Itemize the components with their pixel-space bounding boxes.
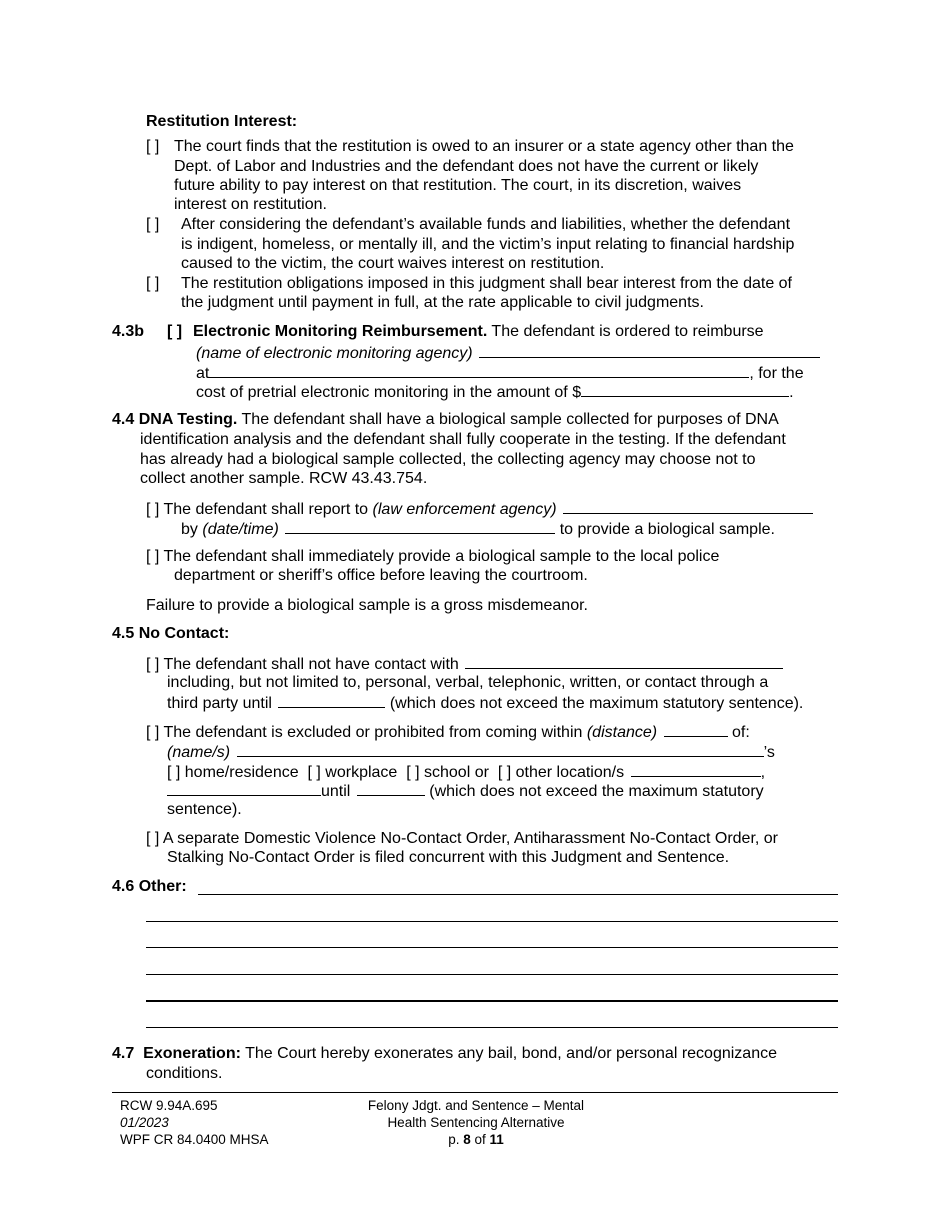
no-contact-label: [ ] The defendant shall not have contact with	[146, 656, 459, 673]
section-4-4-line-4: collect another sample. RCW 43.43.754.	[140, 470, 428, 487]
dna-report-label: [ ] The defendant shall report to	[146, 501, 369, 518]
restitution-option-2-line-2: is indigent, homeless, or mentally ill, and the victim’s input relating to financial hardship	[181, 236, 795, 253]
comma: ,	[760, 764, 766, 781]
until-label: until	[321, 783, 351, 800]
dna-provide-label: to provide a biological sample.	[559, 521, 775, 538]
for-the-label: , for the	[749, 365, 804, 382]
exclusion-option-line-5: sentence).	[167, 801, 242, 818]
other-line-6[interactable]	[146, 1027, 838, 1028]
monitoring-amount-blank[interactable]	[581, 381, 789, 397]
date-time-blank[interactable]	[285, 518, 555, 534]
section-4-7-number: 4.7	[112, 1045, 135, 1062]
monitoring-cost-label: cost of pretrial electronic monitoring in the amount of $	[196, 384, 582, 401]
footer-title-line-1: Felony Jdgt. and Sentence – Mental	[367, 1098, 585, 1113]
restitution-option-1-line-1: The court finds that the restitution is owed to an insurer or a state agency other than the	[174, 138, 794, 155]
section-4-3b-line-3	[196, 362, 804, 383]
other-line-3[interactable]	[146, 947, 838, 948]
possessive-label: ’s	[763, 744, 775, 761]
section-4-7-line-2: conditions.	[146, 1065, 223, 1082]
exclusion-until-blank[interactable]	[357, 780, 425, 796]
dna-option-1-line-2	[181, 518, 775, 539]
other-location-blank-2[interactable]	[167, 780, 321, 796]
other-line-2[interactable]	[146, 921, 838, 922]
section-4-3b-number: 4.3b	[112, 323, 145, 340]
other-location-checkbox[interactable]: [ ] other location/s	[497, 764, 625, 781]
dna-option-2-line-1[interactable]: [ ] The defendant shall immediately provide a biological sample to the local police	[146, 548, 720, 565]
restitution-option-1-line-4: interest on restitution.	[174, 196, 327, 213]
section-4-3b-checkbox[interactable]: [ ]	[167, 323, 183, 340]
exclusion-label: [ ] The defendant is excluded or prohibited from coming within	[146, 724, 583, 741]
separate-order-option-line-1[interactable]: [ ] A separate Domestic Violence No-Contact Order, Antiharassment No-Contact Order, or	[146, 830, 778, 847]
page-prefix: p.	[448, 1132, 460, 1147]
footer-page-number	[366, 1131, 586, 1148]
dna-option-1-line-1[interactable]	[146, 498, 813, 519]
section-4-7-title: Exoneration:	[143, 1045, 241, 1062]
restitution-option-3-line-1: The restitution obligations imposed in this judgment shall bear interest from the date of	[181, 275, 792, 292]
section-4-3b-text: The defendant is ordered to reimburse	[491, 323, 764, 340]
restitution-checkbox-1[interactable]: [ ]	[146, 138, 160, 155]
no-contact-option-1-line-3	[167, 692, 803, 713]
names-label: (name/s)	[167, 744, 231, 761]
restitution-option-1-line-2: Dept. of Labor and Industries and the defendant does not have the current or likely	[174, 158, 759, 175]
no-contact-option-1-line-2: including, but not limited to, personal, verbal, telephonic, written, or contact through a	[167, 674, 769, 691]
other-line-5[interactable]	[146, 1000, 838, 1002]
other-line-1[interactable]	[198, 894, 838, 895]
date-time-label: (date/time)	[202, 521, 279, 538]
footer-date: 01/2023	[120, 1115, 169, 1130]
dna-option-2-line-2: department or sheriff’s office before leaving the courtroom.	[174, 567, 588, 584]
period: .	[789, 384, 794, 401]
dna-failure-note: Failure to provide a biological sample is a gross misdemeanor.	[146, 597, 588, 614]
page-current: 8	[463, 1132, 471, 1147]
workplace-checkbox[interactable]: [ ] workplace	[307, 764, 398, 781]
footer-title-line-2: Health Sentencing Alternative	[387, 1115, 565, 1130]
section-4-3b-line-2	[196, 342, 820, 363]
monitoring-agency-blank[interactable]	[479, 342, 820, 358]
max-sentence-note: (which does not exceed the maximum statutory sentence).	[389, 695, 804, 712]
law-enforcement-agency-blank[interactable]	[563, 498, 813, 514]
footer-rcw: RCW 9.94A.695	[120, 1098, 218, 1113]
section-4-7-text: The Court hereby exonerates any bail, bond, and/or personal recognizance	[245, 1045, 777, 1062]
names-blank[interactable]	[237, 741, 764, 757]
section-4-5-heading: 4.5 No Contact:	[112, 625, 230, 642]
exclusion-option-line-3	[167, 761, 765, 782]
exclusion-option-line-2	[167, 741, 775, 762]
section-4-4-title: DNA Testing.	[138, 411, 238, 428]
restitution-checkbox-2[interactable]: [ ]	[146, 216, 160, 233]
footer-divider	[112, 1092, 838, 1093]
section-4-4-line-1	[112, 410, 779, 429]
school-checkbox[interactable]: [ ] school or	[406, 764, 489, 781]
distance-label: (distance)	[586, 724, 658, 741]
section-4-7-line-1	[112, 1044, 777, 1063]
at-label: at	[196, 365, 210, 382]
section-4-3b-title: Electronic Monitoring Reimbursement.	[193, 323, 488, 340]
page-total: 11	[489, 1132, 504, 1147]
separate-order-option-line-2: Stalking No-Contact Order is filed concurrent with this Judgment and Sentence.	[167, 849, 730, 866]
by-label: by	[181, 521, 198, 538]
restitution-option-1-line-3: future ability to pay interest on that restitution. The court, in its discretion, waives	[174, 177, 742, 194]
section-4-3b-line-1	[193, 322, 764, 341]
restitution-option-2-line-3: caused to the victim, the court waives interest on restitution.	[181, 255, 605, 272]
section-4-4-text-1: The defendant shall have a biological sample collected for purposes of DNA	[241, 411, 779, 428]
section-4-3b-line-4	[196, 381, 794, 402]
other-location-blank[interactable]	[631, 761, 761, 777]
restitution-option-2-line-1: After considering the defendant’s available funds and liabilities, whether the defendant	[181, 216, 791, 233]
section-4-4-number: 4.4	[112, 411, 135, 428]
monitoring-location-blank[interactable]	[209, 362, 749, 378]
law-enforcement-agency-label: (law enforcement agency)	[372, 501, 557, 518]
exclusion-option-line-1[interactable]	[146, 721, 750, 742]
third-party-until-label: third party until	[167, 695, 272, 712]
exclusion-max-sentence-note: (which does not exceed the maximum statutory	[429, 783, 764, 800]
section-4-4-line-3: has already had a biological sample collected, the collecting agency may choose not to	[140, 451, 756, 468]
footer-form-number: WPF CR 84.0400 MHSA	[120, 1132, 269, 1147]
restitution-checkbox-3[interactable]: [ ]	[146, 275, 160, 292]
section-4-4-line-2: identification analysis and the defendant shall fully cooperate in the testing. If the defendant	[140, 431, 786, 448]
distance-blank[interactable]	[664, 721, 728, 737]
monitoring-agency-label: (name of electronic monitoring agency)	[196, 345, 473, 362]
section-4-6-heading: 4.6 Other:	[112, 878, 187, 895]
restitution-heading: Restitution Interest:	[146, 113, 298, 130]
home-residence-checkbox[interactable]: [ ] home/residence	[167, 764, 299, 781]
restitution-option-3-line-2: the judgment until payment in full, at the rate applicable to civil judgments.	[181, 294, 704, 311]
no-contact-person-blank[interactable]	[465, 653, 783, 669]
no-contact-option-1-line-1[interactable]	[146, 653, 783, 674]
exclusion-option-line-4	[167, 780, 764, 801]
of-label: of:	[732, 724, 750, 741]
other-line-4[interactable]	[146, 974, 838, 975]
page-of: of	[474, 1132, 486, 1147]
no-contact-until-blank[interactable]	[278, 692, 385, 708]
